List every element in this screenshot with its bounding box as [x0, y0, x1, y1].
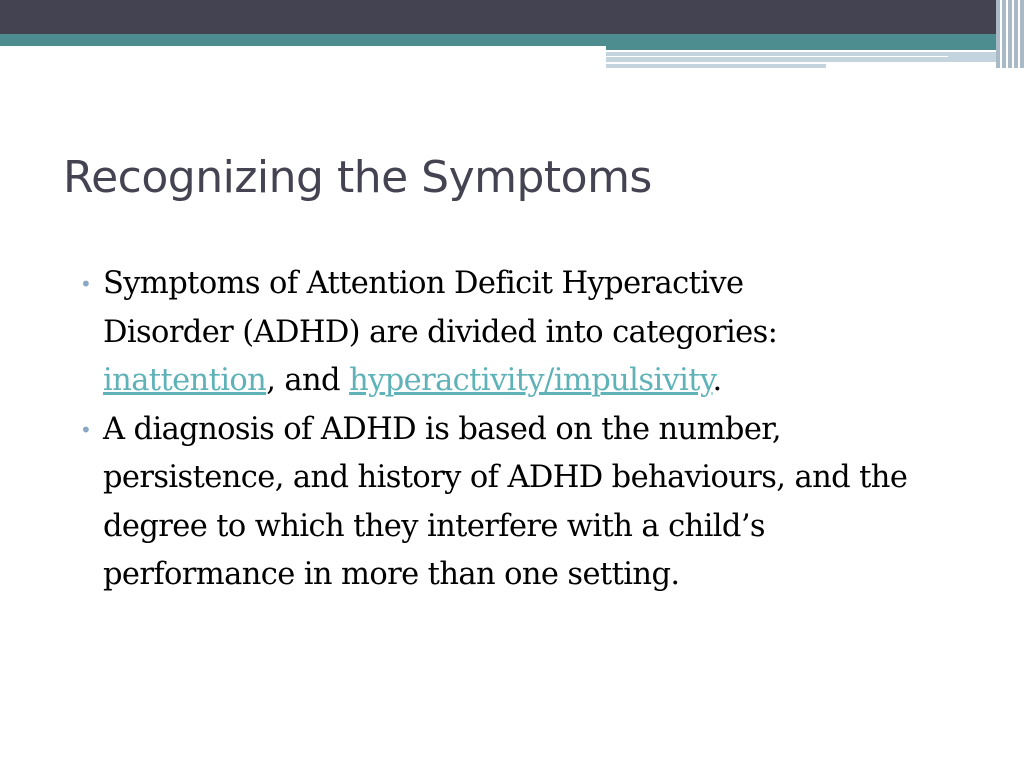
slide-title: Recognizing the Symptoms [63, 152, 652, 203]
header-stripe [1018, 0, 1020, 68]
bullet-list [80, 260, 940, 600]
header-thin-line [606, 56, 948, 57]
bullet-text: Symptoms of Attention Deficit Hyperactive [103, 266, 744, 301]
header-light-bar [606, 52, 996, 62]
header-stripe [1006, 0, 1008, 68]
bullet-text: , and [266, 363, 350, 398]
bullet-text: . [712, 363, 722, 398]
header-dark-band [0, 0, 1024, 34]
bullet-dot-icon: • [80, 417, 92, 442]
header-teal-band [0, 34, 1024, 46]
bullet-text: Disorder (ADHD) are divided into categories: [103, 314, 778, 350]
inattention-link[interactable]: inattention [103, 363, 267, 398]
header-teal-accent [606, 46, 1024, 50]
header-light-bar-short [606, 64, 826, 68]
bullet-item [80, 406, 940, 600]
header-stripe [1012, 0, 1014, 68]
header-stripe [1000, 0, 1002, 68]
bullet-dot-icon: • [80, 272, 92, 296]
hyperactivity-impulsivity-link[interactable]: hyperactivity/impulsivity [349, 363, 713, 398]
bullet-item [80, 260, 940, 406]
bullet-text: A diagnosis of ADHD is based on the number, persistence, and history of ADHD behaviours, and the degree to which they interfere with a child’s performance in more than one setting. [103, 411, 908, 592]
